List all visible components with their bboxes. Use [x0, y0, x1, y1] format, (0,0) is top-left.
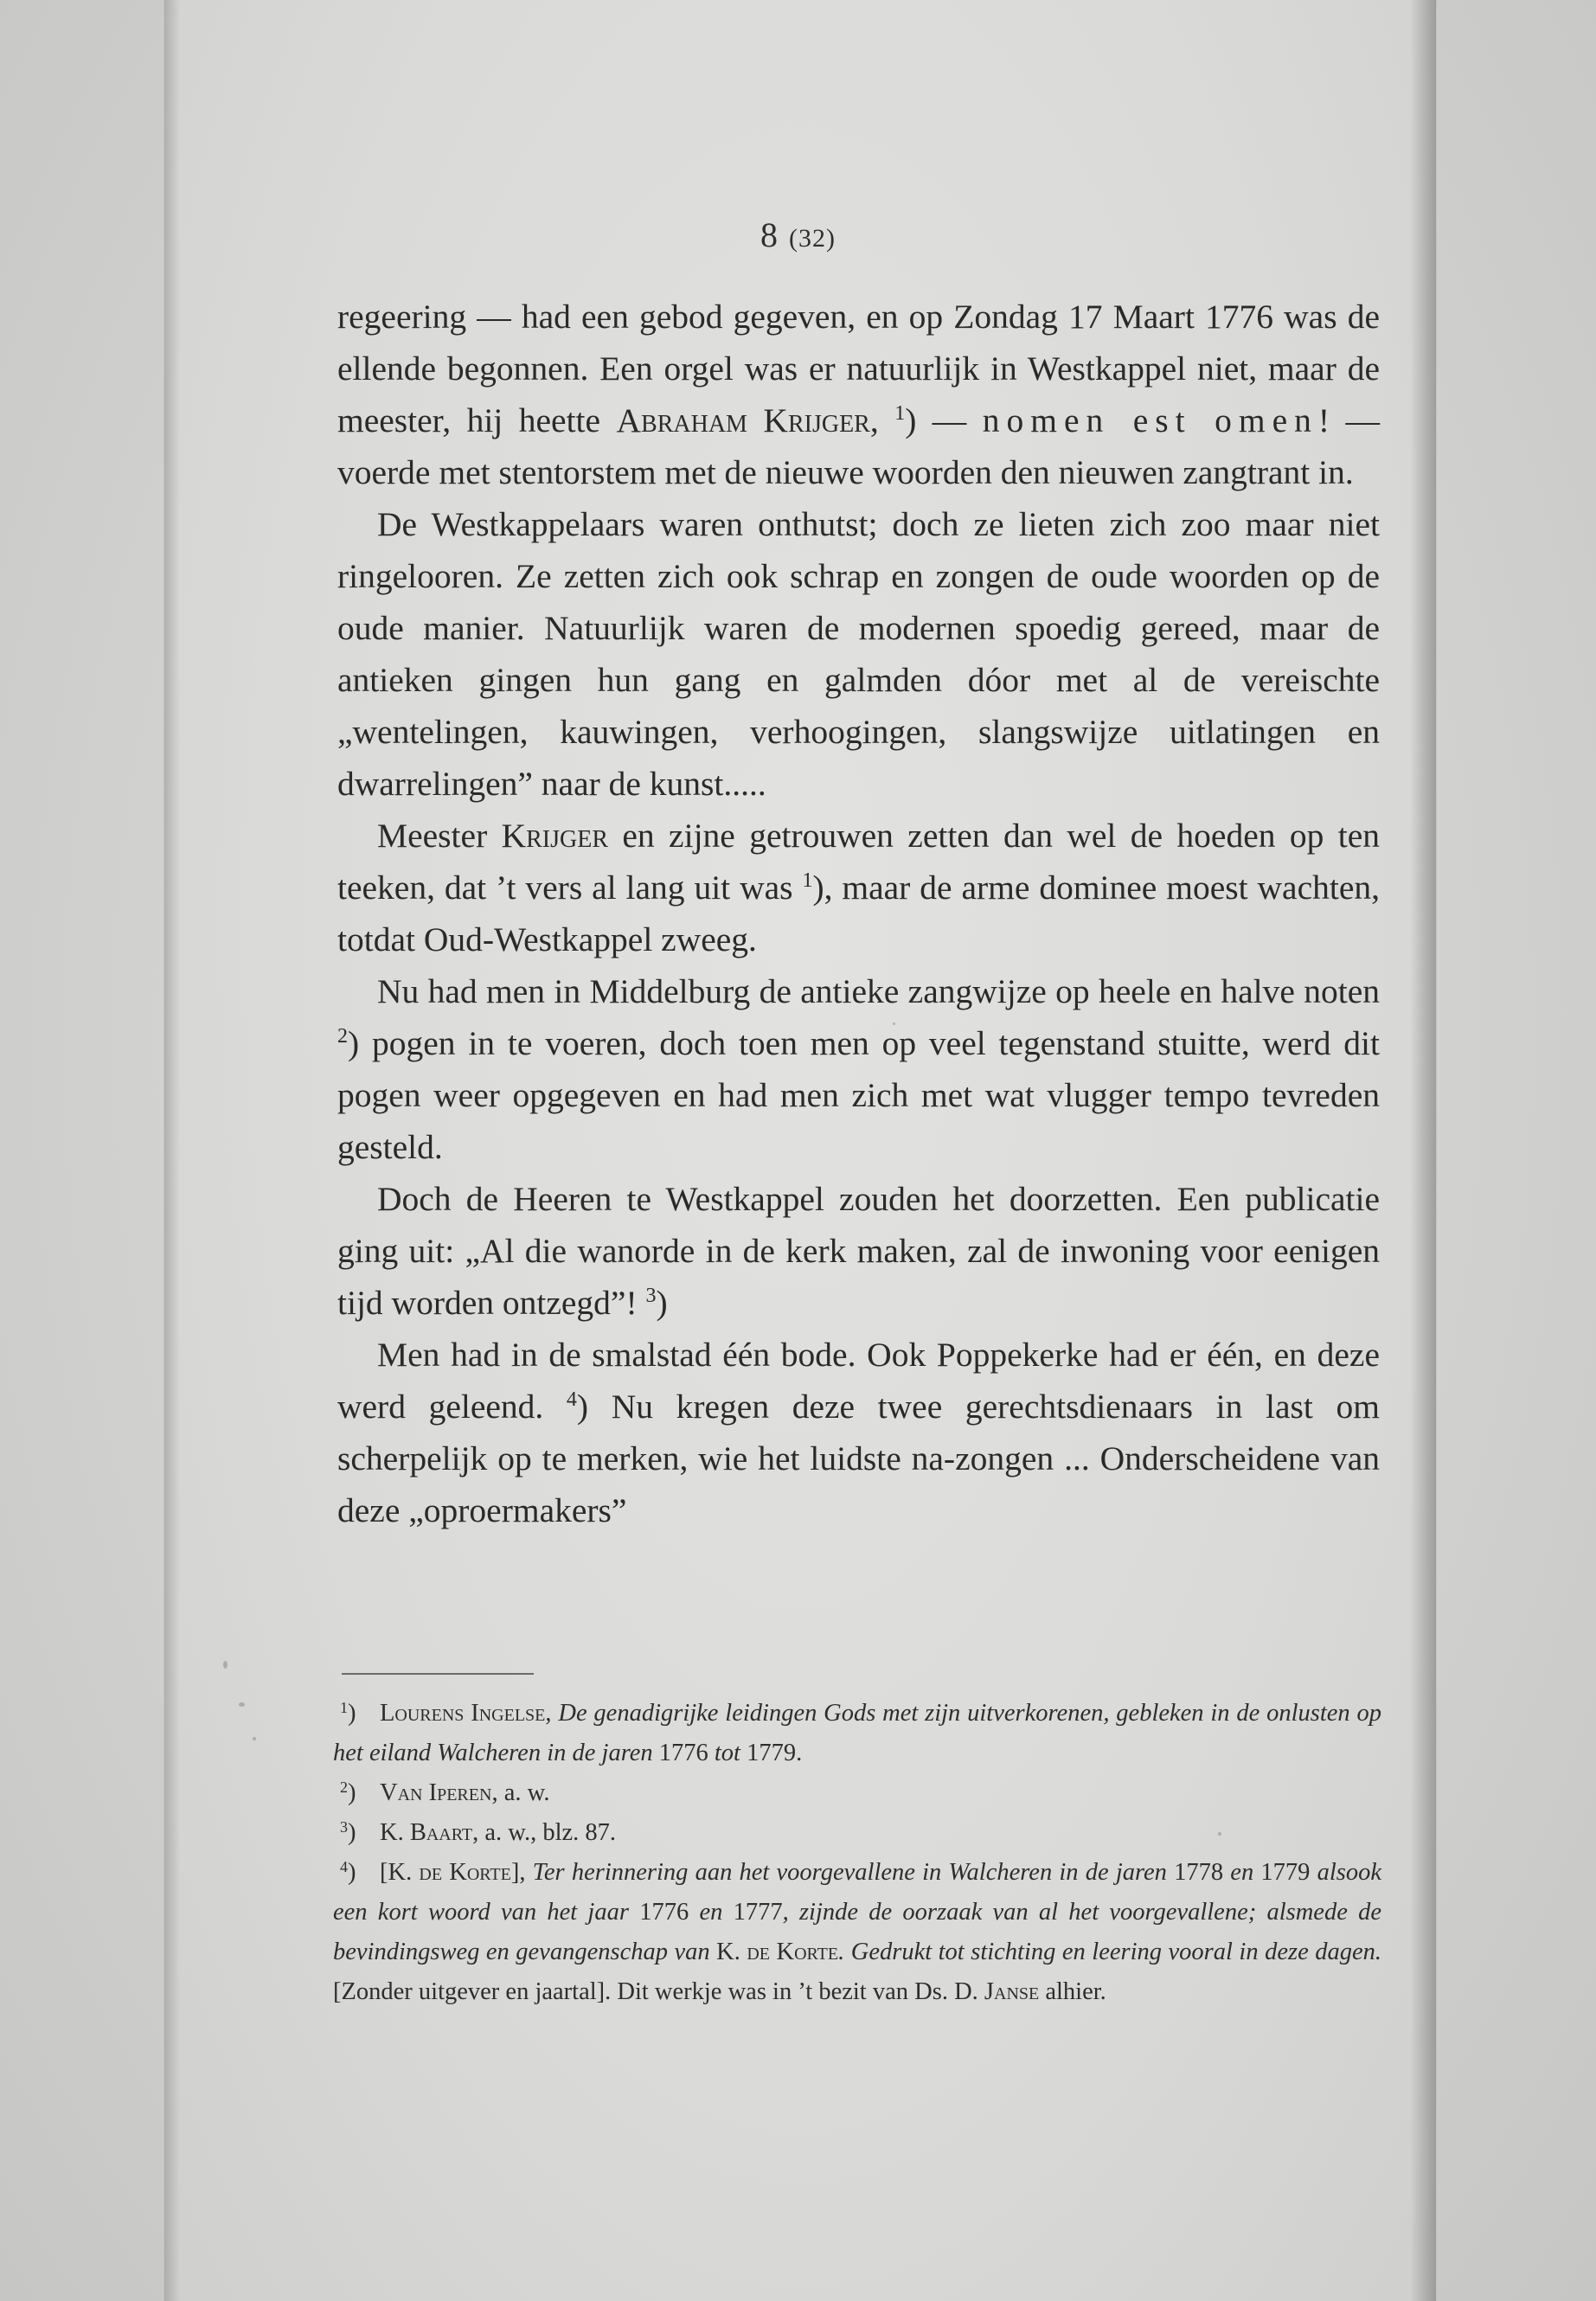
footnote-title: Ter herinnering aan het voorgevallene in Walcheren in de jaren	[532, 1859, 1175, 1886]
spaced-emphasis: nomen est omen	[982, 401, 1318, 439]
footnote-marker: $^1$)	[340, 1699, 356, 1727]
paragraph: Nu had men in Middelburg de antieke zangwijze op heele en halve noten $^2$) pogen in te voeren, doch toen men op veel tegenstand stuitte, werd dit pogen weer opgegeven en had men zich met wat vlugger tempo tevreden gesteld.	[337, 972, 1380, 1166]
footnote-separator	[342, 1673, 534, 1675]
person-name: Abraham Krijger	[616, 401, 870, 439]
page-left-edge-shadow	[164, 0, 180, 2301]
paper-speck	[223, 1661, 228, 1669]
footnote-reference: 3	[645, 1285, 657, 1307]
footnote-title: De genadigrijke leidingen Gods met zijn uitverkorenen, gebleken in de onlusten op het eiland Walcheren in de jaren	[333, 1700, 1382, 1766]
footnote: $^4$) [K. de Korte], Ter herinnering aan het voorgevallene in Walcheren in de jaren 1778 en 1779 alsook een kort woord van het jaar 1776 en 1777, zijnde de oorzaak van al het voorgevallene; alsmede de bevindingsweg en gevangenschap van K. de Korte. Gedrukt tot stichting en leering vooral in deze dagen. [Zonder uitgever en jaartal]. Dit werkje was in ’t bezit van Ds. D. Janse alhier.	[333, 1853, 1381, 2012]
footnote-marker: $^4$)	[340, 1858, 356, 1886]
folio-number: (32)	[789, 224, 836, 253]
footnote-reference: 1	[894, 402, 906, 425]
paragraph: Meester Krijger en zijne getrouwen zetten dan wel de hoeden op ten teeken, dat ’t vers al lang uit was $^1$), maar de arme dominee moest wachten, totdat Oud-Westkappel zweeg.	[337, 817, 1380, 958]
footnote-marker: $^3$)	[340, 1818, 356, 1846]
footnote-marker: $^2$)	[340, 1779, 356, 1806]
paragraph: Men had in de smalstad één bode. Ook Poppekerke had er één, en deze werd geleend. $^4$) Nu kregen deze twee gerechtsdienaars in last om scherpelijk op te merken, wie het luidste na-zongen ... Onderscheidene van deze „oproermakers”	[337, 1336, 1380, 1529]
paragraph: Doch de Heeren te Westkappel zouden het doorzetten. Een publicatie ging uit: „Al die wanorde in de kerk maken, zal de inwoning voor eenigen tijd worden ontzegd”! $^3$)	[337, 1180, 1380, 1322]
footnote: $^3$) K. Baart, a. w., blz. 87.	[333, 1813, 1381, 1853]
page-header	[0, 215, 1596, 255]
footnote: $^2$) Van Iperen, a. w.	[333, 1773, 1381, 1813]
footnote: $^1$) Lourens Ingelse, De genadigrijke leidingen Gods met zijn uitverkorenen, gebleken in de onlusten op het eiland Walcheren in de jaren 1776 tot 1779.	[333, 1694, 1381, 1773]
paper-speck	[253, 1737, 256, 1740]
footnote-reference: 2	[337, 1025, 348, 1048]
page-number: 8	[760, 215, 779, 254]
footnotes	[333, 1694, 1381, 2012]
paragraph: De Westkappelaars waren onthutst; doch ze lieten zich zoo maar niet ringelooren. Ze zetten zich ook schrap en zongen de oude woorden op de oude manier. Natuurlijk waren de modernen spoedig gereed, maar de antieken gingen hun gang en galmden dóor met al de vereischte „wentelingen, kauwingen, verhoogingen, slangswijze uitlatingen en dwarrelingen” naar de kunst.....	[337, 505, 1380, 803]
footnote-author: Korte	[442, 1859, 511, 1886]
paragraph: regeering — had een gebod gegeven, en op Zondag 17 Maart 1776 was de ellende begonnen. Een orgel was er natuurlijk in Westkappel niet, maar de meester, hij heette Abraham Krijger, $^1$) — nomen est omen! — voerde met stentorstem met de nieuwe woorden den nieuwen zangtrant in.	[337, 298, 1380, 491]
footnote-reference: 1	[802, 869, 813, 892]
body-text	[337, 291, 1380, 1536]
footnote-author: Van Iperen	[380, 1779, 492, 1806]
footnote-author: K. Baart	[380, 1819, 473, 1846]
page-right-edge-shadow	[1410, 0, 1436, 2301]
paper-speck	[239, 1702, 245, 1707]
person-name: Krijger	[501, 817, 609, 855]
footnote-reference: 4	[566, 1388, 577, 1411]
footnote-author: Lourens Ingelse	[380, 1700, 546, 1727]
